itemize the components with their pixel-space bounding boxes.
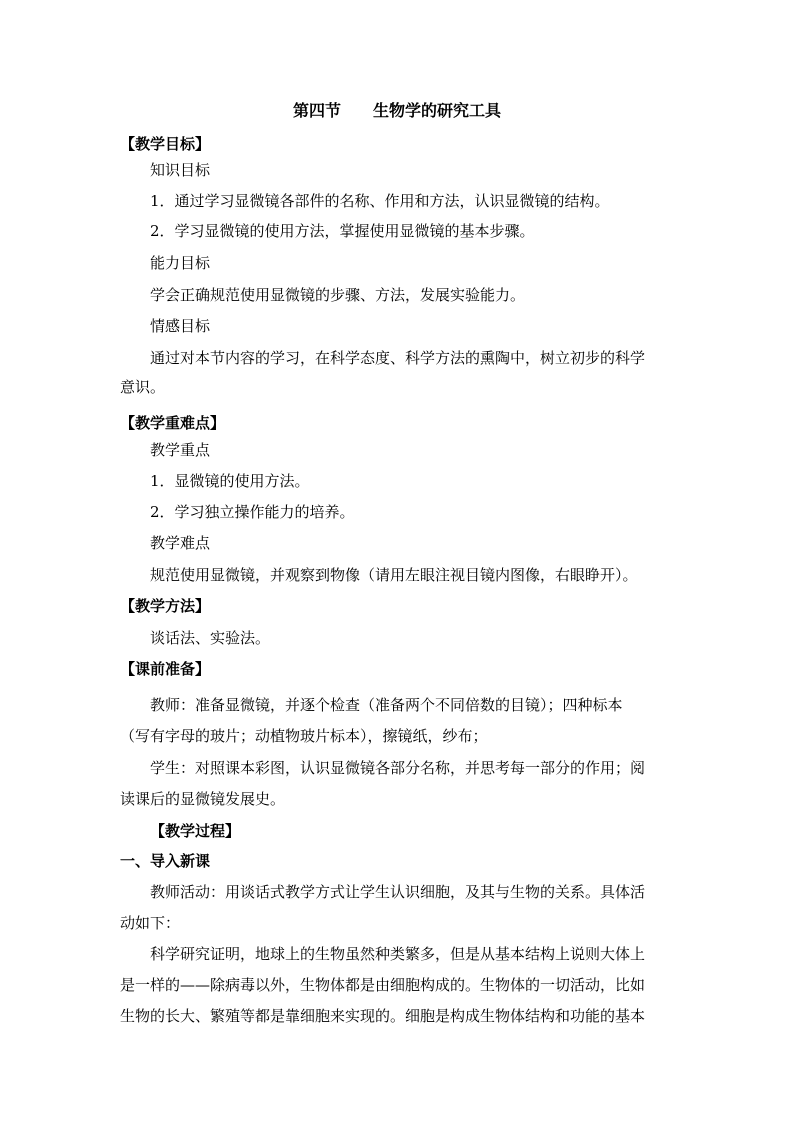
list-item: 2．学习独立操作能力的培养。 — [150, 503, 355, 521]
heading-teaching-process: 【教学过程】 — [150, 822, 241, 840]
list-item: 1．显微镜的使用方法。 — [150, 472, 310, 490]
paragraph-line: （写有字母的玻片；动植物玻片标本），擦镜纸，纱布； — [120, 727, 488, 745]
section-title: 第四节 生物学的研究工具 — [292, 101, 501, 120]
paragraph-line: 谈话法、实验法。 — [150, 629, 271, 647]
paragraph-line: 通过对本节内容的学习，在科学态度、科学方法的熏陶中，树立初步的科学 — [150, 349, 646, 367]
paragraph-line: 是一样的——除病毒以外，生物体都是由细胞构成的。生物体的一切活动，比如 — [120, 976, 646, 994]
paragraph-line: 科学研究证明，地球上的生物虽然种类繁多，但是从基本结构上说则大体上 — [150, 945, 646, 963]
heading-preparation: 【课前准备】 — [120, 660, 211, 678]
subheading-emotion-goals: 情感目标 — [150, 317, 211, 335]
heading-introduction: 一、导入新课 — [120, 852, 211, 870]
subheading-teaching-focus: 教学重点 — [150, 441, 211, 459]
list-item: 1．通过学习显微镜各部件的名称、作用和方法，认识显微镜的结构。 — [150, 192, 610, 210]
paragraph-line: 动如下： — [120, 914, 181, 932]
paragraph-line: 学生：对照课本彩图，认识显微镜各部分名称，并思考每一部分的作用；阅 — [150, 759, 646, 777]
paragraph-line: 教师：准备显微镜，并逐个检查（准备两个不同倍数的目镜）；四种标本 — [150, 696, 623, 714]
paragraph-line: 生物的长大、繁殖等都是靠细胞来实现的。细胞是构成生物体结构和功能的基本 — [120, 1007, 646, 1025]
list-item: 2．学习显微镜的使用方法，掌握使用显微镜的基本步骤。 — [150, 222, 535, 240]
subheading-teaching-difficulty: 教学难点 — [150, 534, 211, 552]
heading-teaching-method: 【教学方法】 — [120, 597, 211, 615]
paragraph-line: 读课后的显微镜发展史。 — [120, 790, 286, 808]
paragraph-line: 学会正确规范使用显微镜的步骤、方法，发展实验能力。 — [150, 286, 526, 304]
subheading-ability-goals: 能力目标 — [150, 254, 211, 272]
paragraph-line: 意识。 — [120, 378, 166, 396]
paragraph-line: 教师活动：用谈话式教学方式让学生认识细胞，及其与生物的关系。具体活 — [150, 883, 646, 901]
heading-key-points: 【教学重难点】 — [120, 414, 226, 432]
subheading-knowledge-goals: 知识目标 — [150, 161, 211, 179]
heading-teaching-goals: 【教学目标】 — [120, 135, 211, 153]
paragraph-line: 规范使用显微镜，并观察到物像（请用左眼注视目镜内图像，右眼睁开）。 — [150, 566, 638, 584]
